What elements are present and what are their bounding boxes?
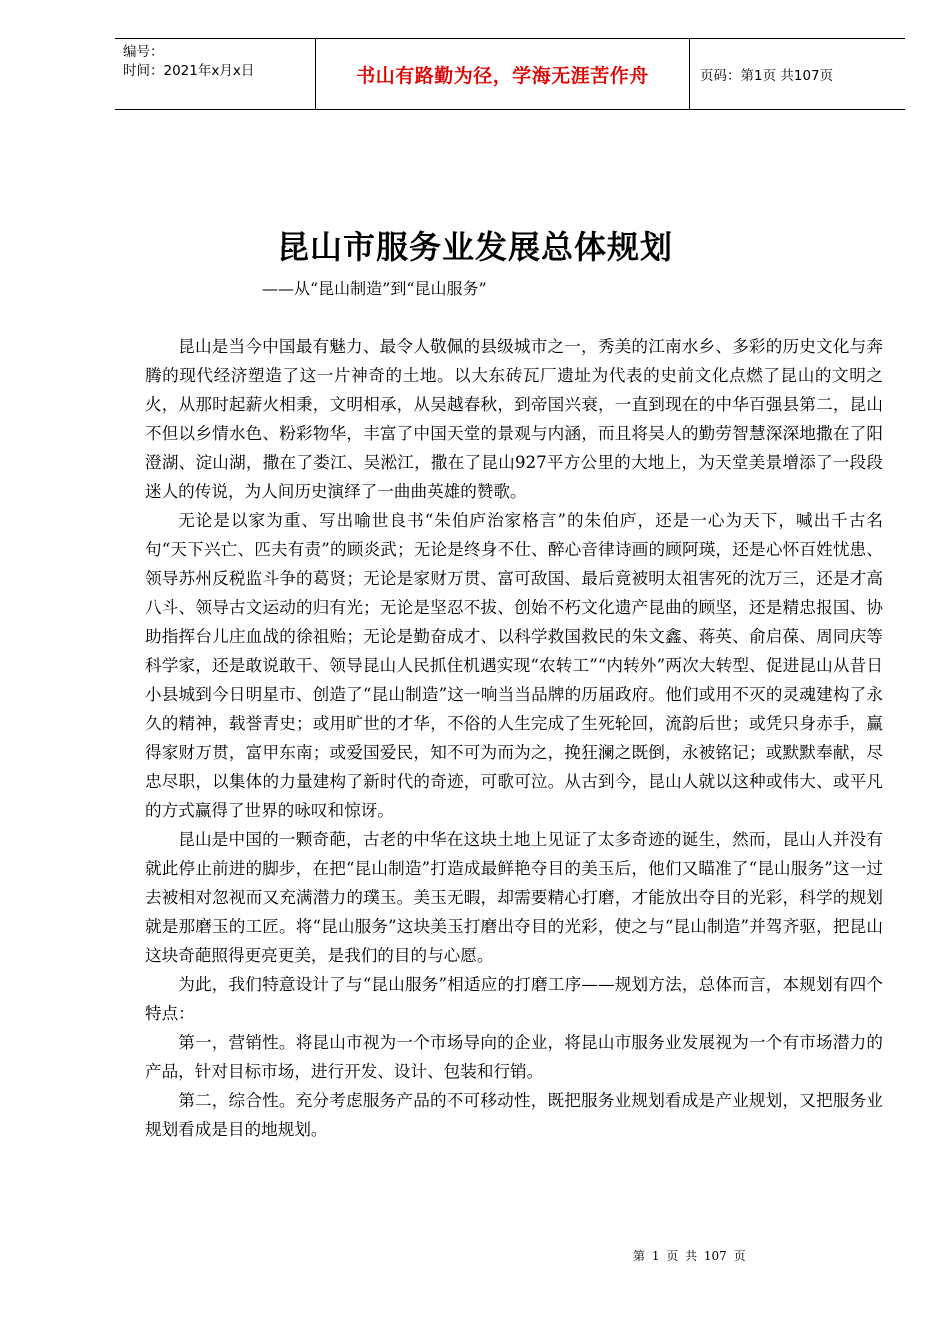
page-header	[115, 38, 905, 110]
body-paragraph: 第二，综合性。充分考虑服务产品的不可移动性，既把服务业规划看成是产业规划，又把服务业规划看成是目的地规划。	[145, 1091, 883, 1139]
header-meta-cell	[115, 39, 316, 109]
body-paragraph: 第一，营销性。将昆山市视为一个市场导向的企业，将昆山市服务业发展视为一个有市场潜力的产品，针对目标市场，进行开发、设计、包装和行销。	[145, 1033, 883, 1081]
body-paragraph: 昆山是当今中国最有魅力、最令人敬佩的县级城市之一，秀美的江南水乡、多彩的历史文化与奔腾的现代经济塑造了这一片神奇的土地。以大东砖瓦厂遗址为代表的史前文化点燃了昆山的文明之火，从那时起薪火相秉，文明相承，从吴越春秋，到帝国兴衰，一直到现在的中华百强县第二，昆山不但以乡情水色、粉彩物华，丰富了中国天堂的景观与内涵，而且将吴人的勤劳智慧深深地撒在了阳澄湖、淀山湖，撒在了娄江、吴淞江，撒在了昆山927平方公里的大地上，为天堂美景增添了一段段迷人的传说，为人间历史演绎了一曲曲英雄的赞歌。	[145, 337, 883, 501]
document-subtitle: ——从“昆山制造”到“昆山服务”	[262, 279, 487, 298]
document-body	[145, 332, 883, 1144]
document-title: 昆山市服务业发展总体规划	[276, 228, 673, 266]
body-paragraph: 无论是以家为重、写出喻世良书“朱伯庐治家格言”的朱伯庐，还是一心为天下，喊出千古名句“天下兴亡、匹夫有责”的顾炎武；无论是终身不仕、醉心音律诗画的顾阿瑛，还是心怀百姓忧患、领导苏州反税监斗争的葛贤；无论是家财万贯、富可敌国、最后竟被明太祖害死的沈万三，还是才高八斗、领导古文运动的归有光；无论是坚忍不拔、创始不朽文化遗产昆曲的顾坚，还是精忠报国、协助指挥台儿庄血战的徐祖贻；无论是勤奋成才、以科学救国救民的朱文鑫、蒋英、俞启葆、周同庆等科学家，还是敢说敢干、领导昆山人民抓住机遇实现“农转工”“内转外”两次大转型、促进昆山从昔日小县城到今日明星市、创造了“昆山制造”这一响当当品牌的历届政府。他们或用不灭的灵魂建构了永久的精神，载誉青史；或用旷世的才华，不俗的人生完成了生死轮回，流韵后世；或凭只身赤手，赢得家财万贯，富甲东南；或爱国爱民，知不可为而为之，挽狂澜之既倒，永被铭记；或默默奉献，尽忠尽职，以集体的力量建构了新时代的奇迹，可歌可泣。从古到今，昆山人就以这种或伟大、或平凡的方式赢得了世界的咏叹和惊讶。	[145, 511, 883, 820]
document-number-label: 编号：	[123, 44, 164, 60]
body-paragraph: 为此，我们特意设计了与“昆山服务”相适应的打磨工序——规划方法，总体而言，本规划有四个特点：	[145, 975, 883, 1023]
page-footer: 第 1 页 共 107 页	[633, 1249, 746, 1263]
header-page-info: 页码：第1页 共107页	[700, 68, 834, 84]
body-paragraph: 昆山是中国的一颗奇葩，古老的中华在这块土地上见证了太多奇迹的诞生，然而，昆山人并没有就此停止前进的脚步，在把“昆山制造”打造成最鲜艳夺目的美玉后，他们又瞄准了“昆山服务”这一过去被相对忽视而又充满潜力的璞玉。美玉无暇，却需要精心打磨，才能放出夺目的光彩，科学的规划就是那磨玉的工匠。将“昆山服务”这块美玉打磨出夺目的光彩，使之与“昆山制造”并驾齐驱，把昆山这块奇葩照得更亮更美，是我们的目的与心愿。	[145, 830, 883, 965]
header-motto: 书山有路勤为径，学海无涯苦作舟	[316, 39, 690, 109]
document-time-label: 时间：2021年x月x日	[123, 63, 255, 79]
